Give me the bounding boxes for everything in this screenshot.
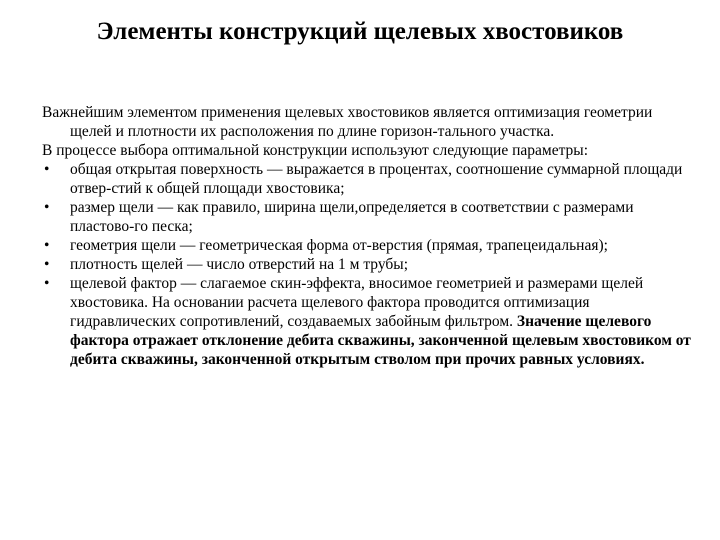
bullet-icon: • — [44, 161, 50, 178]
bullet-icon: • — [44, 275, 50, 292]
slide-title: Элементы конструкций щелевых хвостовиков — [96, 18, 624, 45]
bullet-icon: • — [44, 256, 50, 273]
slide-body — [42, 103, 692, 369]
list-item — [42, 236, 692, 255]
parameters-intro-paragraph: В процессе выбора оптимальной конструкции используют следующие параметры: — [42, 142, 589, 159]
bullet-icon: • — [44, 237, 50, 254]
list-item-text: плотность щелей — число отверстий на 1 м трубы; — [70, 256, 408, 273]
list-item — [42, 198, 692, 236]
list-item-text: размер щели — как правило, ширина щели,определяется в соответствии с размерами пластово-го песка; — [70, 199, 634, 235]
list-item-text: геометрия щели — геометрическая форма от-верстия (прямая, трапецеидальная); — [70, 237, 608, 254]
intro-paragraph: Важнейшим элементом применения щелевых хвостовиков является оптимизация геометрии щелей и плотности их расположения по длине горизон-тального участка. — [42, 104, 653, 140]
list-item-text: общая открытая поверхность — выражается в процентах, соотношение суммарной площади отвер-стий к общей площади хвостовика; — [70, 161, 683, 197]
list-item-text: щелевой фактор — слагаемое скин-эффекта, вносимое геометрией и размерами щелей хвостовика. На основании расчета щелевого фактора проводится оптимизация гидравлических сопротивлений, создаваемых забойным фильтром. — [70, 275, 644, 330]
bullet-icon: • — [44, 199, 50, 216]
list-item-emphasis-text: Значение щелевого фактора отражает отклонение дебита скважины, законченной щелевым хвостовиком от дебита скважины, законченной открытым стволом при прочих равных условиях. — [70, 313, 691, 368]
list-item — [42, 274, 692, 369]
parameters-list — [42, 160, 692, 369]
list-item — [42, 255, 692, 274]
list-item — [42, 160, 692, 198]
